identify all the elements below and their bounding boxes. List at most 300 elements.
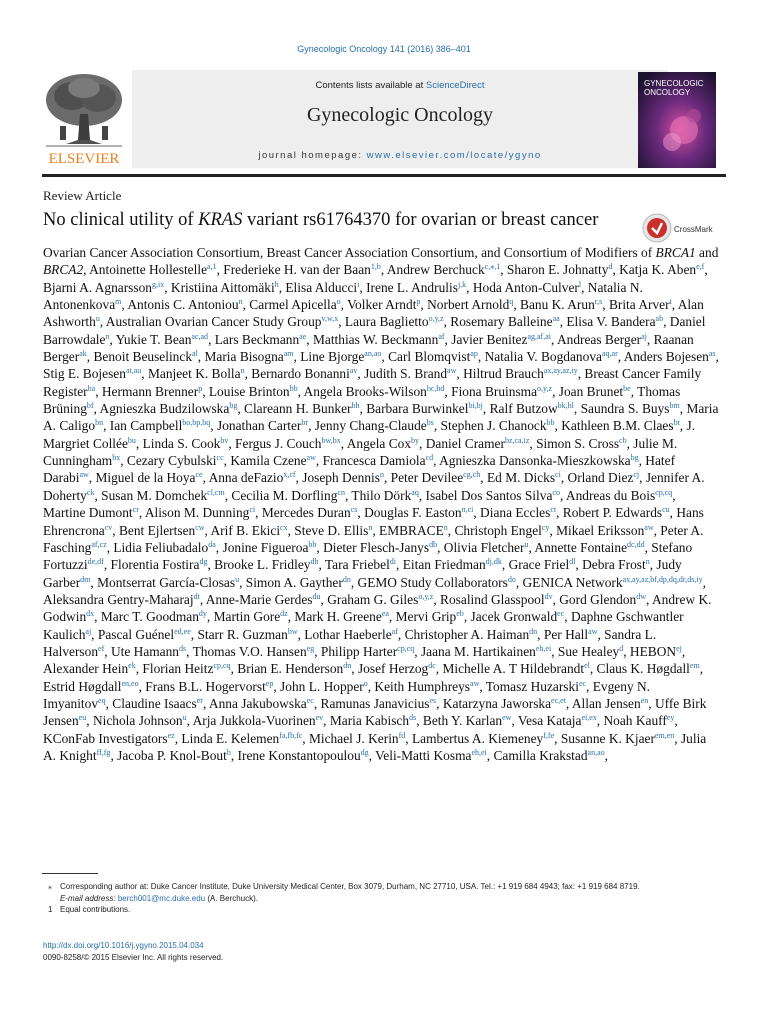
homepage-link[interactable]: www.elsevier.com/locate/ygyno [366,150,542,161]
author-name[interactable]: , Katja K. Aben [612,262,697,278]
affiliation-marker[interactable]: m [115,297,122,307]
affiliation-marker[interactable]: bi,bj [468,401,483,411]
crossmark-badge[interactable] [641,212,721,244]
author-name[interactable]: , Steve D. Ellis [287,522,369,538]
author-name[interactable]: , Thilo Dörk [344,487,412,503]
author-name[interactable]: , Linda S. Cook [135,435,221,451]
author-name[interactable]: , Lidia Feliubadalo [106,539,209,555]
affiliation-marker[interactable]: n [238,297,243,307]
affiliation-marker[interactable]: cy [541,522,550,532]
affiliation-marker[interactable]: bt [673,418,680,428]
author-name[interactable]: , Sandra L. Halverson [43,626,657,659]
affiliation-marker[interactable]: db [429,539,438,549]
affiliation-marker[interactable]: er [196,695,203,705]
author-name[interactable]: , Stig E. Bojesen [43,349,719,382]
author-name[interactable]: , Javier Benitez [444,331,528,347]
affiliation-marker[interactable]: cl,cm [207,487,225,497]
affiliation-marker[interactable]: bb [308,539,317,549]
affiliation-marker[interactable]: 1,b [370,262,381,272]
author-name[interactable]: , Linda E. Kelemen [174,730,280,746]
author-name[interactable]: , Peter A. Fasching [43,522,704,555]
author-name[interactable]: , Daniel Cramer [419,435,505,451]
author-name[interactable]: , Fiona Bruinsma [444,383,538,399]
affiliation-marker[interactable]: l [578,279,582,289]
affiliation-marker[interactable]: eg [306,643,315,653]
author-name[interactable]: , Benoit Beuselinck [86,349,193,365]
author-name[interactable]: , Antonis C. Antoniou [121,297,239,313]
author-name[interactable]: , Martin Gore [206,609,281,625]
affiliation-marker[interactable]: cb [619,435,627,445]
doi-link[interactable]: http://dx.doi.org/10.1016/j.ygyno.2015.04.034 [43,941,204,950]
author-name[interactable]: , Anne-Marie Gerdes [199,591,313,607]
author-name[interactable]: , Anna Jakubowska [202,695,307,711]
affiliation-marker[interactable]: be [623,383,631,393]
affiliation-marker[interactable]: u [95,314,100,324]
affiliation-marker[interactable]: en,eo [121,678,139,688]
affiliation-marker[interactable]: n [368,522,373,532]
author-name[interactable]: , GENICA Network [515,574,623,590]
affiliation-marker[interactable]: af [391,626,398,636]
affiliation-marker[interactable]: aj [641,331,647,341]
affiliation-marker[interactable]: n [379,470,384,480]
author-name[interactable]: , Lambertus A. Kiemeney [405,730,544,746]
author-name[interactable]: , Mark H. Greene [287,609,382,625]
author-name[interactable]: , Miguel de la Hoya [88,470,196,486]
author-name[interactable]: , Dieter Flesch-Janys [316,539,430,555]
affiliation-marker[interactable]: bs [426,418,434,428]
affiliation-marker[interactable]: al [192,349,198,359]
author-name[interactable]: , Carmel Apicella [242,297,337,313]
author-name[interactable]: , Christoph Engel [447,522,542,538]
affiliation-marker[interactable]: cs [350,505,358,515]
affiliation-marker[interactable]: aw [470,678,480,688]
affiliation-marker[interactable]: ek [128,661,136,671]
author-name[interactable]: , Jenny Chang-Claude [308,418,427,434]
author-name[interactable]: , Hiltrud Brauch [456,366,544,382]
affiliation-marker[interactable]: h [274,279,279,289]
author-name[interactable]: , Graham G. Giles [320,591,419,607]
author-name[interactable]: , Ian Campbell [103,418,183,434]
author-name[interactable]: , Ralf Butzow [482,401,558,417]
affiliation-marker[interactable]: el [584,661,590,671]
author-name[interactable]: , Laura Baglietto [338,314,429,330]
affiliation-marker[interactable]: co [552,487,560,497]
author-name[interactable]: , Mikael Eriksson [549,522,645,538]
author-name[interactable]: , Peter Devilee [383,470,464,486]
author-name[interactable]: , Susanne K. Kjaer [554,730,655,746]
author-name[interactable]: , Beth Y. Karlan [416,713,503,729]
author-name[interactable]: , Katarzyna Jaworska [436,695,552,711]
affiliation-marker[interactable]: n,ci [461,505,474,515]
author-name[interactable]: , Breast Cancer Family Register [43,366,702,399]
author-name[interactable]: , Thomas Brüning [43,383,681,417]
affiliation-marker[interactable]: bf [86,401,94,411]
affiliation-marker[interactable]: eh,ei [471,747,487,757]
affiliation-marker[interactable]: bg [229,401,238,411]
affiliation-marker[interactable]: ae [299,331,307,341]
affiliation-marker[interactable]: o [363,678,368,688]
affiliation-marker[interactable]: ez [167,730,175,740]
author-name[interactable]: , Barbara Burwinkel [359,401,469,417]
author-name[interactable]: , Gord Glendon [552,591,637,607]
author-name[interactable]: , Kristiina Aittomäki [164,279,275,295]
affiliation-marker[interactable]: dw [636,591,647,601]
author-name[interactable]: , Tara Friebel [318,557,390,573]
affiliation-marker[interactable]: es [429,695,437,705]
affiliation-marker[interactable]: aa [552,314,560,324]
affiliation-marker[interactable]: u [524,539,529,549]
author-name[interactable]: , Uffe Birk Jensen [43,695,707,729]
author-name[interactable]: , Matthias W. Beckmann [306,331,439,347]
author-name[interactable]: , Vesa Kataja [511,713,582,729]
affiliation-marker[interactable]: am [283,349,294,359]
author-name[interactable]: , Natalia V. Bogdanova [477,349,602,365]
author-name[interactable]: , Olivia Fletcher [437,539,525,555]
author-name[interactable]: , Clareann H. Bunker [237,401,352,417]
author-name[interactable]: , Joan Brunet [552,383,624,399]
author-name[interactable]: , Banu K. Arun [513,297,595,313]
author-name[interactable]: , Frederieke H. van der Baan [216,262,371,278]
author-name[interactable]: , Raanan Berger [43,331,694,365]
author-name[interactable]: , Julie M. Cunningham [43,435,678,469]
author-name[interactable]: , Starr R. Guzman [190,626,288,642]
author-name[interactable]: , Per Hall [537,626,589,642]
affiliation-marker[interactable]: aq,ar [601,349,618,359]
email-link[interactable]: berch001@mc.duke.edu [117,893,206,903]
affiliation-marker[interactable]: aq [411,487,419,497]
affiliation-marker[interactable]: p [416,297,421,307]
author-name[interactable]: , Cecilia M. Dorfling [224,487,338,503]
affiliation-marker[interactable]: j,k [457,279,467,289]
author-name[interactable]: , Kathleen B.M. Claes [554,418,674,434]
affiliation-marker[interactable]: dm [80,574,91,584]
author-name[interactable]: , Agnieszka Dansonka-Mieszkowska [433,453,631,469]
author-name[interactable]: , Line Bjorge [293,349,365,365]
author-name[interactable]: , Andreas Berger [551,331,642,347]
affiliation-marker[interactable]: cr [132,505,139,515]
author-name[interactable]: , EMBRACE [372,522,444,538]
affiliation-marker[interactable]: eq [98,695,106,705]
author-name[interactable]: , Aleksandra Gentry-Maharaj [43,574,706,607]
author-name[interactable]: , Cezary Cybulski [120,453,217,469]
affiliation-marker[interactable]: dg [360,747,369,757]
author-name[interactable]: , Claudine Isaacs [105,695,197,711]
author-name[interactable]: , Florentia Fostira [103,557,200,573]
affiliation-marker[interactable]: bc,bd [426,383,445,393]
affiliation-marker[interactable]: ef [98,643,105,653]
affiliation-marker[interactable]: dc [428,661,436,671]
affiliation-marker[interactable]: dy [198,609,207,619]
affiliation-marker[interactable]: dx [86,609,95,619]
author-name[interactable]: , Brooke L. Fridley [207,557,311,573]
author-name[interactable]: , Hatef Darabi [43,453,676,486]
author-name[interactable]: , Christopher A. Haiman [397,626,530,642]
affiliation-marker[interactable]: ds [409,713,417,723]
affiliation-marker[interactable]: ei,ex [581,713,597,723]
affiliation-marker[interactable]: av [349,366,358,376]
affiliation-marker[interactable]: dg [199,557,208,567]
affiliation-marker[interactable]: cp,cq [397,643,415,653]
author-name[interactable]: , Michelle A. T Hildebrandt [435,661,585,677]
author-name[interactable]: , GEMO Study Collaborators [350,574,508,590]
affiliation-marker[interactable]: u [182,713,187,723]
author-name[interactable]: , HEBON [623,643,677,659]
author-name[interactable]: , Allan Jensen [565,695,641,711]
author-name[interactable]: , Sue Healey [551,643,620,659]
author-name[interactable]: , Bent Ejlertsen [112,522,196,538]
author-name[interactable]: , Jacek Gronwald [463,609,558,625]
author-name[interactable]: , Martine Dumont [43,487,676,521]
author-name[interactable]: , Lars Beckmann [208,331,300,347]
affiliation-marker[interactable]: ac,ad [191,331,209,341]
author-name[interactable]: , Kamila Czene [223,453,307,469]
author-name[interactable]: , Carl Blomqvist [381,349,471,365]
affiliation-marker[interactable]: q [509,297,514,307]
author-name[interactable]: , Daphne Gschwantler Kaulich [43,609,684,642]
affiliation-marker[interactable]: dt [193,591,200,601]
affiliation-marker[interactable]: aw [588,626,598,636]
author-name[interactable]: , Ed M. Dicks [480,470,556,486]
author-name[interactable]: , Simon S. Cross [529,435,620,451]
affiliation-marker[interactable]: en [640,695,649,705]
affiliation-marker[interactable]: af,cz [91,539,107,549]
affiliation-marker[interactable]: u [235,574,240,584]
sciencedirect-link[interactable]: ScienceDirect [425,80,485,91]
affiliation-marker[interactable]: p [198,383,203,393]
author-name[interactable]: , Robert P. Edwards [556,505,663,521]
affiliation-marker[interactable]: dj,dk [485,557,502,567]
affiliation-marker[interactable]: ec [306,695,314,705]
journal-reference[interactable]: Gynecologic Oncology 141 (2016) 386–401 [297,44,471,54]
author-name[interactable]: , Antoinette Hollestelle [83,262,208,278]
affiliation-marker[interactable]: ed,ee [174,626,191,636]
affiliation-marker[interactable]: ec [557,609,565,619]
affiliation-marker[interactable]: by [411,435,420,445]
elsevier-tree-logo[interactable] [42,70,126,168]
author-name[interactable]: , Bjarni A. Agnarsson [43,262,708,295]
affiliation-marker[interactable]: de,df [87,557,104,567]
author-name[interactable]: , Ramunas Janavicius [313,695,430,711]
affiliation-marker[interactable]: r,s [594,297,603,307]
affiliation-marker[interactable]: e,f [696,262,705,272]
author-name[interactable]: , Norbert Arnold [420,297,510,313]
affiliation-marker[interactable]: n [240,366,245,376]
affiliation-marker[interactable]: b [226,747,231,757]
author-name[interactable]: , Orland Diez [560,470,634,486]
author-name[interactable]: , Jacoba P. Knol-Bout [110,747,227,763]
author-name[interactable]: , Joseph Dennis [295,470,380,486]
affiliation-marker[interactable]: n [443,522,448,532]
author-name[interactable]: Ovarian Cancer Association Consortium, Breast Cancer Association Consortium, and Consortium of Modifiers of [43,245,656,260]
author-name[interactable]: , Montserrat García-Closas [90,574,236,590]
affiliation-marker[interactable]: n [105,331,110,341]
author-name[interactable]: , Elisa V. Bandera [559,314,656,330]
author-name[interactable]: , Florian Heitz [135,661,214,677]
affiliation-marker[interactable]: ec [578,678,587,688]
author-name[interactable]: , Tomasz Huzarski [479,678,579,694]
affiliation-marker[interactable]: ej [676,643,682,653]
affiliation-marker[interactable]: as [708,349,716,359]
affiliation-marker[interactable]: ax,ay,az,bf,dp,dq,dr,ds,iy [622,574,703,584]
affiliation-marker[interactable]: ap [470,349,478,359]
affiliation-marker[interactable]: cp,cq [655,487,673,497]
author-name[interactable]: , Debra Frost [575,557,646,573]
author-name[interactable]: , Ute Hamann [104,643,180,659]
author-name[interactable]: , Volker Arndt [340,297,417,313]
author-name[interactable]: , Josef Herzog [351,661,429,677]
author-name[interactable]: , Anna deFazio [202,470,284,486]
affiliation-marker[interactable]: em [689,661,700,671]
affiliation-marker[interactable]: d [608,262,613,272]
author-name[interactable]: , Keith Humphreys [367,678,471,694]
affiliation-marker[interactable]: ba [87,383,96,393]
author-name[interactable]: , Alison M. Dunning [138,505,250,521]
author-name[interactable]: , Marc T. Goodman [94,609,199,625]
author-name[interactable]: , Bernardo Bonanni [244,366,350,382]
author-name[interactable]: , John L. Hopper [273,678,364,694]
author-name[interactable]: , Daniel Barrowdale [43,314,706,347]
affiliation-marker[interactable]: ab [655,314,664,324]
affiliation-marker[interactable]: bn [95,418,104,428]
affiliation-marker[interactable]: eu [78,713,87,723]
affiliation-marker[interactable]: dz [280,609,288,619]
author-name[interactable]: , KConFab Investigators [43,713,678,746]
affiliation-marker[interactable]: di [389,557,397,567]
author-name[interactable]: , Rosalind Glasspool [433,591,545,607]
author-name[interactable]: , Elisa Alducci [278,279,358,295]
affiliation-marker[interactable]: o,y,z [537,383,553,393]
author-name[interactable]: , Mervi Grip [388,609,457,625]
author-name[interactable]: , Manjeet K. Bolla [141,366,241,382]
author-name[interactable]: , Alan Ashworth [43,297,704,330]
author-name[interactable]: , Louise Brinton [202,383,290,399]
affiliation-marker[interactable]: cw [195,522,205,532]
author-name[interactable]: , Mercedes Duran [255,505,351,521]
author-name[interactable]: , Maria A. Caligo [43,401,719,434]
author-name[interactable]: , Andrew Berchuck [380,262,485,278]
affiliation-marker[interactable]: cd [425,453,434,463]
affiliation-marker[interactable]: f,fe [543,730,555,740]
affiliation-marker[interactable]: dv [544,591,553,601]
affiliation-marker[interactable]: aw [306,453,316,463]
affiliation-marker[interactable]: af [438,331,445,341]
author-name[interactable]: , Irene Konstantopoulou [230,747,361,763]
author-name[interactable]: , Agnieszka Budzilowska [93,401,230,417]
author-name[interactable]: , Frans B.L. Hogervorst [138,678,266,694]
affiliation-marker[interactable]: x,cf [283,470,296,480]
affiliation-marker[interactable]: bb [289,383,298,393]
author-name[interactable]: , Australian Ovarian Cancer Study Group [99,314,322,330]
affiliation-marker[interactable]: i [357,279,360,289]
affiliation-marker[interactable]: ak [79,349,87,359]
author-name[interactable]: , Andreas du Bois [559,487,656,503]
author-name[interactable]: , Judy Garber [43,557,682,590]
author-name[interactable]: , Brita Arver [602,297,670,313]
author-name[interactable]: , Philipp Harter [314,643,398,659]
author-name[interactable]: , Yukie T. Bean [109,331,192,347]
affiliation-marker[interactable]: bk,bl [557,401,574,411]
author-name[interactable]: , Jaana M. Hartikainen [414,643,536,659]
author-name[interactable]: , Lothar Haeberle [297,626,392,642]
author-name[interactable]: , Estrid Høgdall [43,661,704,694]
affiliation-marker[interactable]: bx [112,453,121,463]
author-name[interactable]: , Douglas F. Easton [357,505,462,521]
affiliation-marker[interactable]: bb [546,418,555,428]
affiliation-marker[interactable]: cc [216,453,224,463]
author-name[interactable]: , Diana Eccles [473,505,551,521]
author-name[interactable]: , Hermann Brenner [95,383,199,399]
affiliation-marker[interactable]: cj [633,470,640,480]
affiliation-marker[interactable]: n [645,557,650,567]
author-name[interactable]: , Fergus J. Couch [228,435,322,451]
affiliation-marker[interactable]: ey [666,713,675,723]
affiliation-marker[interactable]: br [301,418,309,428]
affiliation-marker[interactable]: bv [220,435,229,445]
affiliation-marker[interactable]: cg,ch [463,470,481,480]
affiliation-marker[interactable]: cu [662,505,670,515]
author-name[interactable]: , Sharon E. Johnatty [500,262,609,278]
affiliation-marker[interactable]: c,⁎,1 [484,262,501,272]
author-name[interactable]: , Nichola Johnson [86,713,183,729]
affiliation-marker[interactable]: ew [502,713,512,723]
author-name[interactable]: , Judith S. Brand [357,366,448,382]
author-name[interactable]: , Camilla Krakstad [486,747,588,763]
author-name[interactable]: , Isabel Dos Santos Silva [418,487,553,503]
author-name[interactable]: , Rosemary Balleine [443,314,553,330]
author-name[interactable]: , Brian E. Henderson [230,661,344,677]
journal-cover-thumbnail[interactable] [638,72,716,168]
affiliation-marker[interactable]: bz,ca,iz [504,435,530,445]
affiliation-marker[interactable]: bm [669,401,680,411]
affiliation-marker[interactable]: ce [195,470,203,480]
author-name[interactable]: , Hans Ehrencrona [43,505,704,538]
affiliation-marker[interactable]: dn [529,626,538,636]
author-name[interactable]: , Michael J. Kerin [302,730,399,746]
affiliation-marker[interactable]: dn [343,661,352,671]
author-name[interactable]: , Stefano Fortuzzi [43,539,693,573]
affiliation-marker[interactable]: an,ao [587,747,605,757]
affiliation-marker[interactable]: ci [249,505,256,515]
affiliation-marker[interactable]: do [507,574,516,584]
affiliation-marker[interactable]: bg [630,453,639,463]
author-name[interactable]: and [695,245,719,260]
author-name[interactable]: , Jonine Figueroa [215,539,309,555]
author-name[interactable]: , Claus K. Høgdall [589,661,690,677]
affiliation-marker[interactable]: fa,fb,fc [279,730,303,740]
author-name[interactable]: , Francesca Damiola [315,453,426,469]
affiliation-marker[interactable]: dc,dd [627,539,645,549]
author-name[interactable]: , Noah Kauff [596,713,667,729]
author-name[interactable]: , Maria Kabisch [323,713,410,729]
affiliation-marker[interactable]: ax,ay,az,iy [543,366,578,376]
affiliation-marker[interactable]: d [619,643,624,653]
affiliation-marker[interactable]: ag,af,ai [527,331,551,341]
affiliation-marker[interactable]: bw [287,626,298,636]
author-name[interactable]: , Natalia N. Antonenkova [43,279,643,313]
affiliation-marker[interactable]: o,y,z [418,591,434,601]
affiliation-marker[interactable]: du [312,591,321,601]
affiliation-marker[interactable]: aj [85,626,92,636]
affiliation-marker[interactable]: cv [104,522,113,532]
author-name[interactable]: , Simon A. Gayther [239,574,343,590]
author-name[interactable]: , [604,747,609,763]
affiliation-marker[interactable]: cx [280,522,288,532]
author-name[interactable]: , Irene L. Andrulis [359,279,458,295]
affiliation-marker[interactable]: ec,et [551,695,566,705]
author-name[interactable]: , Angela Brooks-Wilson [297,383,427,399]
author-name[interactable]: , Anders Bojesen [617,349,709,365]
affiliation-marker[interactable]: ds [179,643,187,653]
